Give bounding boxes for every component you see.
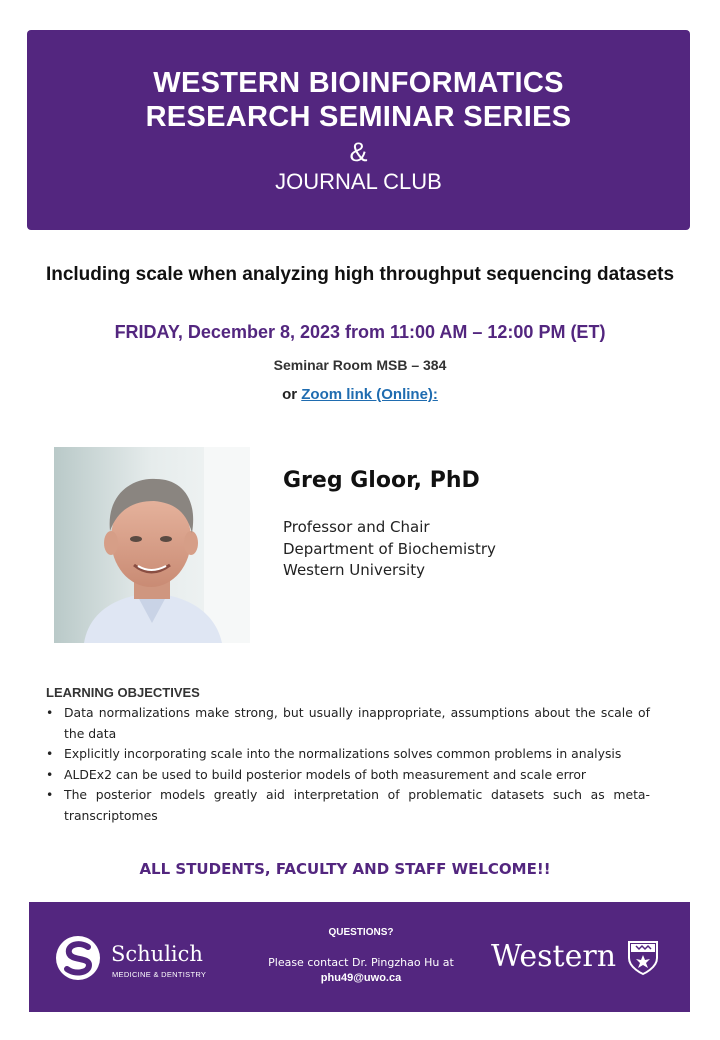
contact-text: Please contact Dr. Pingzhao Hu at [268, 956, 454, 969]
ampersand: & [349, 137, 368, 167]
schulich-subtitle: MEDICINE & DENTISTRY [112, 970, 207, 979]
objective-text: Data normalizations make strong, but usually inappropriate, assumptions about the scale of the data [64, 705, 650, 741]
journal-club-label: JOURNAL CLUB [275, 169, 442, 194]
list-item [46, 703, 650, 744]
objectives-list [46, 703, 650, 826]
objective-text: Explicitly incorporating scale into the normalizations solves common problems in analysis [64, 746, 622, 761]
series-title-line2: RESEARCH SEMINAR SERIES [145, 101, 572, 133]
contact-email[interactable]: phu49@uwo.ca [320, 972, 402, 984]
bullet-icon: • [46, 766, 54, 782]
list-item [46, 744, 650, 765]
schulich-logo [55, 933, 215, 983]
objective-text: The posterior models greatly aid interpretation of problematic datasets such as meta-transcriptomes [64, 787, 650, 823]
zoom-link[interactable]: Zoom link (Online): [301, 386, 438, 403]
speaker-name: Greg Gloor, PhD [283, 468, 480, 493]
western-crest-icon [627, 940, 659, 976]
talk-datetime: FRIDAY, December 8, 2023 from 11:00 AM – 12:00 PM (ET) [114, 322, 606, 342]
talk-title: Including scale when analyzing high throughput sequencing datasets [45, 264, 675, 285]
objectives-heading: LEARNING OBJECTIVES [46, 685, 200, 700]
list-item [46, 765, 650, 786]
speaker-department: Department of Biochemistry [283, 540, 496, 558]
western-wordmark: Western [491, 939, 617, 974]
bullet-icon: • [46, 787, 54, 802]
western-logo [491, 938, 671, 978]
zoom-line [0, 386, 720, 403]
title-banner [27, 30, 690, 230]
footer-banner [29, 902, 690, 1012]
welcome-message: ALL STUDENTS, FACULTY AND STAFF WELCOME!! [139, 860, 551, 878]
schulich-wordmark: Schulich [111, 942, 203, 966]
bullet-icon: • [46, 705, 54, 720]
speaker-photo [54, 447, 250, 643]
speaker-position: Professor and Chair [283, 518, 430, 536]
objective-text: ALDEx2 can be used to build posterior models of both measurement and scale error [64, 766, 587, 782]
bullet-icon: • [46, 746, 54, 761]
questions-label: QUESTIONS? [328, 927, 394, 938]
series-title-line1: WESTERN BIOINFORMATICS [153, 67, 564, 99]
list-item [46, 785, 650, 826]
talk-room: Seminar Room MSB – 384 [273, 357, 447, 373]
schulich-emblem-icon [55, 935, 105, 981]
zoom-prefix: or [282, 386, 298, 403]
speaker-institution: Western University [283, 561, 425, 579]
